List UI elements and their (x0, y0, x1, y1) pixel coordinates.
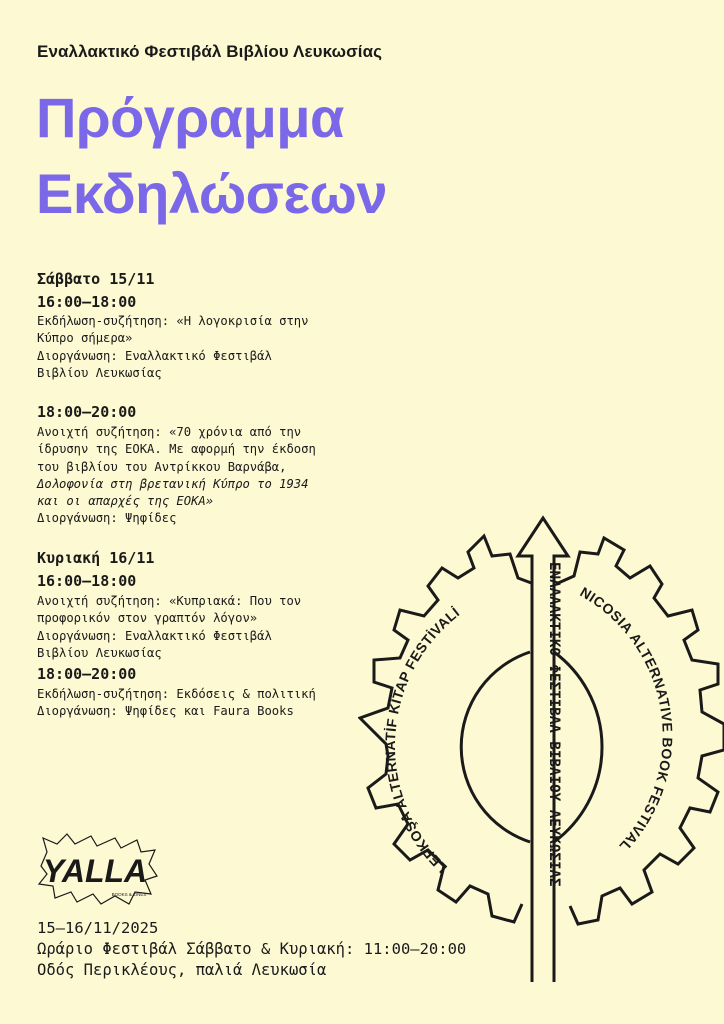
event-organizer: Διοργάνωση: Εναλλακτικό Φεστιβάλ (37, 628, 272, 643)
event-line: Εκδήλωση-συζήτηση: «Η λογοκρισία στην (37, 314, 309, 328)
event-time: 16:00–18:00 (37, 293, 137, 311)
festival-name: Εναλλακτικό Φεστιβάλ Βιβλίου Λευκωσίας (37, 42, 383, 61)
event-line: Εκδήλωση-συζήτηση: Εκδόσεις & πολιτική (37, 687, 316, 701)
event-description (37, 313, 309, 382)
event-line: ίδρυσην της ΕΟΚΑ. Με αφορμή την έκδοση (37, 442, 316, 457)
page-title-line-2: Εκδηλώσεων (36, 162, 387, 225)
gear-logo (358, 512, 724, 982)
gear-text-english (577, 584, 675, 855)
event-line: Ανοιχτή συζήτηση: «70 χρόνια από την (37, 425, 302, 439)
yalla-subtext: BOOKS & ZINES (111, 892, 147, 897)
event-organizer: Διοργάνωση: Ψηφίδες (37, 511, 177, 526)
book-title: Δολοφονία στη βρετανική Κύπρο το 1934 (37, 476, 309, 491)
gear-text-turkish (382, 604, 462, 877)
yalla-wordmark: YALLA (42, 853, 148, 889)
day-heading-saturday: Σάββατο 15/11 (37, 270, 155, 288)
event-time: 18:00–20:00 (37, 403, 137, 421)
event-time: 16:00–18:00 (37, 572, 137, 590)
event-organizer: Διοργάνωση: Εναλλακτικό Φεστιβάλ (37, 348, 272, 363)
festival-hours: Ωράριο Φεστιβάλ Σάββατο & Κυριακή: 11:00–20:00 (37, 940, 467, 958)
event-line: προφορικόν στον γραπτόν λόγον» (37, 611, 258, 626)
page-title-line-1: Πρόγραμμα (36, 86, 344, 149)
gear-text-turkish-path: LEFKOŞA ALTERNATİF KİTAP FESTİVALİ (382, 603, 463, 877)
yalla-logo (37, 832, 159, 906)
event-line: Βιβλίου Λευκωσίας (37, 645, 162, 660)
event-line: Ανοιχτή συζήτηση: «Κυπριακά: Που τον (37, 594, 302, 608)
gear-text-english-path: NICOSIA ALTERNATIVE BOOK FESTIVAL (577, 583, 676, 855)
event-description (37, 593, 301, 662)
event-line: του βιβλίου του Αντρίκκου Βαρνάβα, (37, 459, 287, 474)
event-line: Βιβλίου Λευκωσίας (37, 365, 162, 380)
event-line: Κύπρο σήμερα» (37, 331, 133, 346)
festival-location: Οδός Περικλέους, παλιά Λευκωσία (37, 961, 327, 979)
event-time: 18:00–20:00 (37, 665, 137, 683)
day-heading-sunday: Κυριακή 16/11 (37, 549, 155, 567)
event-description (37, 686, 316, 721)
event-organizer: Διοργάνωση: Ψηφίδες και Faura Books (37, 704, 294, 719)
festival-dates: 15–16/11/2025 (37, 919, 159, 937)
book-title: και οι απαρχές της ΕΟΚΑ» (37, 494, 214, 509)
inner-arc-left (461, 652, 530, 842)
gear-text-greek: ΕΝΑΛΛΑΚΤΙΚΟ ΦΕΣΤΙΒΑΛ ΒΙΒΛΙΟΥ ΛΕΥΚΩΣΙΑΣ (546, 562, 562, 887)
event-description (37, 424, 316, 528)
